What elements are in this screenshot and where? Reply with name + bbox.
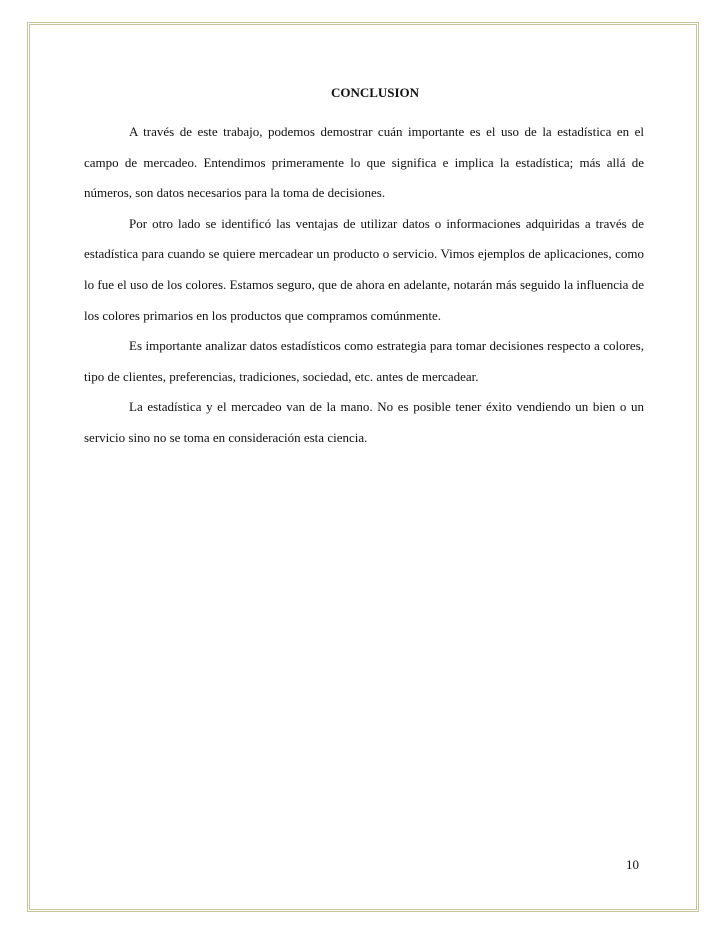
paragraph-2: Por otro lado se identificó las ventajas de utilizar datos o informaciones adquiridas a través de estadística para cuando se quiere mercadear un producto o servicio. Vimos ejemplos de aplicaciones, como lo fue el uso de los colores. Estamos seguro, que de ahora en adelante, notarán más seguido la influencia de los colores primarios en los productos que compramos comúnmente. bbox=[84, 215, 644, 323]
page-number: 10 bbox=[626, 857, 639, 872]
page-title: CONCLUSION bbox=[330, 85, 420, 100]
document-body bbox=[84, 84, 644, 454]
paragraph-3: Es importante analizar datos estadísticos como estrategia para tomar decisiones respecto a colores, tipo de clientes, preferencias, tradiciones, sociedad, etc. antes de mercadear. bbox=[84, 338, 644, 384]
paragraph-4: La estadística y el mercadeo van de la mano. No es posible tener éxito vendiendo un bien o un servicio sino no se toma en consideración esta ciencia. bbox=[84, 399, 644, 445]
paragraph-1: A través de este trabajo, podemos demostrar cuán importante es el uso de la estadística en el campo de mercadeo. Entendimos primeramente lo que significa e implica la estadística; más allá de números, son datos necesarios para la toma de decisiones. bbox=[84, 124, 644, 201]
